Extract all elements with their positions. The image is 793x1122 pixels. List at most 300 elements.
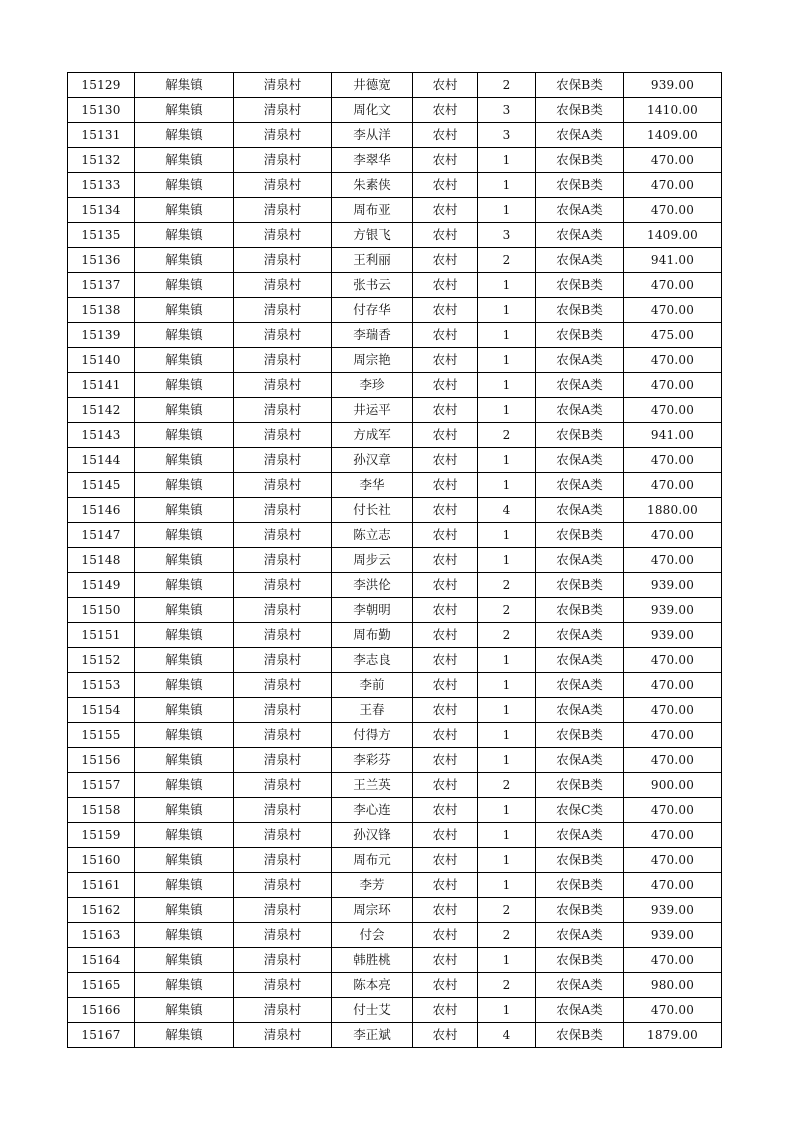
village-cell: 清泉村: [234, 573, 332, 598]
household-type-cell: 农村: [413, 473, 478, 498]
table-row: [68, 273, 722, 298]
table-row: [68, 698, 722, 723]
name-cell: 周宗艳: [332, 348, 413, 373]
category-cell: 农保B类: [536, 573, 624, 598]
table-row: [68, 323, 722, 348]
village-cell: 清泉村: [234, 98, 332, 123]
category-cell: 农保A类: [536, 548, 624, 573]
member-count-cell: 1: [478, 648, 536, 673]
name-cell: 付存华: [332, 298, 413, 323]
town-cell: 解集镇: [135, 323, 234, 348]
household-type-cell: 农村: [413, 448, 478, 473]
name-cell: 朱素侠: [332, 173, 413, 198]
name-cell: 李瑞香: [332, 323, 413, 348]
amount-cell: 980.00: [624, 973, 722, 998]
village-cell: 清泉村: [234, 298, 332, 323]
town-cell: 解集镇: [135, 823, 234, 848]
name-cell: 井德宽: [332, 73, 413, 98]
serial-number-cell: 15150: [68, 598, 135, 623]
serial-number-cell: 15156: [68, 748, 135, 773]
category-cell: 农保A类: [536, 648, 624, 673]
household-type-cell: 农村: [413, 848, 478, 873]
serial-number-cell: 15136: [68, 248, 135, 273]
amount-cell: 470.00: [624, 548, 722, 573]
table-row: [68, 948, 722, 973]
serial-number-cell: 15163: [68, 923, 135, 948]
town-cell: 解集镇: [135, 473, 234, 498]
member-count-cell: 2: [478, 973, 536, 998]
name-cell: 方成军: [332, 423, 413, 448]
village-cell: 清泉村: [234, 473, 332, 498]
town-cell: 解集镇: [135, 598, 234, 623]
serial-number-cell: 15158: [68, 798, 135, 823]
town-cell: 解集镇: [135, 298, 234, 323]
category-cell: 农保B类: [536, 523, 624, 548]
member-count-cell: 2: [478, 623, 536, 648]
household-type-cell: 农村: [413, 898, 478, 923]
member-count-cell: 1: [478, 323, 536, 348]
household-type-cell: 农村: [413, 748, 478, 773]
town-cell: 解集镇: [135, 523, 234, 548]
name-cell: 付会: [332, 923, 413, 948]
serial-number-cell: 15162: [68, 898, 135, 923]
household-type-cell: 农村: [413, 873, 478, 898]
household-type-cell: 农村: [413, 573, 478, 598]
household-type-cell: 农村: [413, 598, 478, 623]
village-cell: 清泉村: [234, 773, 332, 798]
amount-cell: 939.00: [624, 923, 722, 948]
category-cell: 农保B类: [536, 1023, 624, 1048]
village-cell: 清泉村: [234, 923, 332, 948]
town-cell: 解集镇: [135, 648, 234, 673]
amount-cell: 1409.00: [624, 123, 722, 148]
amount-cell: 470.00: [624, 198, 722, 223]
household-type-cell: 农村: [413, 98, 478, 123]
name-cell: 井运平: [332, 398, 413, 423]
village-cell: 清泉村: [234, 798, 332, 823]
village-cell: 清泉村: [234, 373, 332, 398]
village-cell: 清泉村: [234, 823, 332, 848]
member-count-cell: 2: [478, 573, 536, 598]
serial-number-cell: 15132: [68, 148, 135, 173]
village-cell: 清泉村: [234, 523, 332, 548]
category-cell: 农保A类: [536, 248, 624, 273]
category-cell: 农保B类: [536, 423, 624, 448]
household-type-cell: 农村: [413, 798, 478, 823]
category-cell: 农保A类: [536, 123, 624, 148]
name-cell: 陈立志: [332, 523, 413, 548]
category-cell: 农保A类: [536, 473, 624, 498]
household-type-cell: 农村: [413, 298, 478, 323]
serial-number-cell: 15129: [68, 73, 135, 98]
amount-cell: 1409.00: [624, 223, 722, 248]
serial-number-cell: 15157: [68, 773, 135, 798]
village-cell: 清泉村: [234, 423, 332, 448]
table-row: [68, 223, 722, 248]
household-type-cell: 农村: [413, 348, 478, 373]
member-count-cell: 4: [478, 498, 536, 523]
table-row: [68, 598, 722, 623]
serial-number-cell: 15159: [68, 823, 135, 848]
member-count-cell: 1: [478, 173, 536, 198]
serial-number-cell: 15138: [68, 298, 135, 323]
village-cell: 清泉村: [234, 698, 332, 723]
name-cell: 李正斌: [332, 1023, 413, 1048]
category-cell: 农保A类: [536, 223, 624, 248]
amount-cell: 939.00: [624, 598, 722, 623]
name-cell: 孙汉章: [332, 448, 413, 473]
name-cell: 周布元: [332, 848, 413, 873]
village-cell: 清泉村: [234, 948, 332, 973]
village-cell: 清泉村: [234, 748, 332, 773]
amount-cell: 475.00: [624, 323, 722, 348]
serial-number-cell: 15133: [68, 173, 135, 198]
table-row: [68, 673, 722, 698]
village-cell: 清泉村: [234, 448, 332, 473]
name-cell: 付长社: [332, 498, 413, 523]
table-row: [68, 248, 722, 273]
household-type-cell: 农村: [413, 998, 478, 1023]
town-cell: 解集镇: [135, 898, 234, 923]
household-type-cell: 农村: [413, 948, 478, 973]
table-row: [68, 773, 722, 798]
name-cell: 李彩芬: [332, 748, 413, 773]
town-cell: 解集镇: [135, 623, 234, 648]
amount-cell: 941.00: [624, 248, 722, 273]
table-row: [68, 898, 722, 923]
household-type-cell: 农村: [413, 623, 478, 648]
town-cell: 解集镇: [135, 123, 234, 148]
amount-cell: 470.00: [624, 648, 722, 673]
name-cell: 李心连: [332, 798, 413, 823]
serial-number-cell: 15160: [68, 848, 135, 873]
member-count-cell: 1: [478, 148, 536, 173]
amount-cell: 941.00: [624, 423, 722, 448]
name-cell: 付士艾: [332, 998, 413, 1023]
town-cell: 解集镇: [135, 698, 234, 723]
member-count-cell: 4: [478, 1023, 536, 1048]
amount-cell: 470.00: [624, 373, 722, 398]
table-row: [68, 448, 722, 473]
household-type-cell: 农村: [413, 698, 478, 723]
town-cell: 解集镇: [135, 973, 234, 998]
amount-cell: 470.00: [624, 398, 722, 423]
village-cell: 清泉村: [234, 623, 332, 648]
name-cell: 李朝明: [332, 598, 413, 623]
category-cell: 农保A类: [536, 198, 624, 223]
amount-cell: 470.00: [624, 523, 722, 548]
serial-number-cell: 15139: [68, 323, 135, 348]
table-row: [68, 973, 722, 998]
table-row: [68, 398, 722, 423]
name-cell: 周化文: [332, 98, 413, 123]
name-cell: 周步云: [332, 548, 413, 573]
amount-cell: 470.00: [624, 673, 722, 698]
town-cell: 解集镇: [135, 223, 234, 248]
household-type-cell: 农村: [413, 1023, 478, 1048]
town-cell: 解集镇: [135, 948, 234, 973]
amount-cell: 470.00: [624, 348, 722, 373]
table-row: [68, 73, 722, 98]
category-cell: 农保A类: [536, 973, 624, 998]
member-count-cell: 3: [478, 223, 536, 248]
household-type-cell: 农村: [413, 723, 478, 748]
town-cell: 解集镇: [135, 73, 234, 98]
category-cell: 农保A类: [536, 448, 624, 473]
member-count-cell: 1: [478, 698, 536, 723]
amount-cell: 1879.00: [624, 1023, 722, 1048]
table-row: [68, 573, 722, 598]
member-count-cell: 1: [478, 848, 536, 873]
member-count-cell: 2: [478, 73, 536, 98]
member-count-cell: 1: [478, 273, 536, 298]
town-cell: 解集镇: [135, 273, 234, 298]
category-cell: 农保B类: [536, 598, 624, 623]
village-cell: 清泉村: [234, 598, 332, 623]
category-cell: 农保A类: [536, 373, 624, 398]
name-cell: 周宗环: [332, 898, 413, 923]
table-row: [68, 923, 722, 948]
household-type-cell: 农村: [413, 648, 478, 673]
table-row: [68, 623, 722, 648]
amount-cell: 470.00: [624, 848, 722, 873]
town-cell: 解集镇: [135, 773, 234, 798]
category-cell: 农保B类: [536, 773, 624, 798]
category-cell: 农保A类: [536, 998, 624, 1023]
table-row: [68, 198, 722, 223]
village-cell: 清泉村: [234, 873, 332, 898]
name-cell: 付得方: [332, 723, 413, 748]
serial-number-cell: 15143: [68, 423, 135, 448]
town-cell: 解集镇: [135, 998, 234, 1023]
table-row: [68, 148, 722, 173]
household-type-cell: 农村: [413, 373, 478, 398]
serial-number-cell: 15161: [68, 873, 135, 898]
name-cell: 王春: [332, 698, 413, 723]
town-cell: 解集镇: [135, 423, 234, 448]
village-cell: 清泉村: [234, 898, 332, 923]
category-cell: 农保B类: [536, 723, 624, 748]
village-cell: 清泉村: [234, 323, 332, 348]
name-cell: 陈本亮: [332, 973, 413, 998]
category-cell: 农保B类: [536, 98, 624, 123]
serial-number-cell: 15166: [68, 998, 135, 1023]
household-type-cell: 农村: [413, 773, 478, 798]
village-cell: 清泉村: [234, 73, 332, 98]
serial-number-cell: 15145: [68, 473, 135, 498]
household-type-cell: 农村: [413, 173, 478, 198]
amount-cell: 939.00: [624, 898, 722, 923]
village-cell: 清泉村: [234, 973, 332, 998]
village-cell: 清泉村: [234, 723, 332, 748]
amount-cell: 470.00: [624, 798, 722, 823]
name-cell: 王兰英: [332, 773, 413, 798]
table-row: [68, 823, 722, 848]
village-cell: 清泉村: [234, 348, 332, 373]
member-count-cell: 1: [478, 823, 536, 848]
member-count-cell: 1: [478, 673, 536, 698]
name-cell: 王利丽: [332, 248, 413, 273]
town-cell: 解集镇: [135, 848, 234, 873]
amount-cell: 939.00: [624, 573, 722, 598]
village-cell: 清泉村: [234, 173, 332, 198]
name-cell: 李珍: [332, 373, 413, 398]
village-cell: 清泉村: [234, 998, 332, 1023]
category-cell: 农保B类: [536, 273, 624, 298]
town-cell: 解集镇: [135, 348, 234, 373]
member-count-cell: 2: [478, 248, 536, 273]
member-count-cell: 1: [478, 798, 536, 823]
table-row: [68, 798, 722, 823]
table-row: [68, 423, 722, 448]
serial-number-cell: 15130: [68, 98, 135, 123]
town-cell: 解集镇: [135, 673, 234, 698]
amount-cell: 470.00: [624, 698, 722, 723]
town-cell: 解集镇: [135, 148, 234, 173]
category-cell: 农保A类: [536, 348, 624, 373]
member-count-cell: 1: [478, 298, 536, 323]
amount-cell: 470.00: [624, 473, 722, 498]
member-count-cell: 3: [478, 98, 536, 123]
village-cell: 清泉村: [234, 273, 332, 298]
serial-number-cell: 15151: [68, 623, 135, 648]
village-cell: 清泉村: [234, 673, 332, 698]
category-cell: 农保A类: [536, 748, 624, 773]
table-row: [68, 748, 722, 773]
serial-number-cell: 15155: [68, 723, 135, 748]
name-cell: 张书云: [332, 273, 413, 298]
table-row: [68, 373, 722, 398]
member-count-cell: 1: [478, 198, 536, 223]
name-cell: 李洪伦: [332, 573, 413, 598]
table-row: [68, 298, 722, 323]
town-cell: 解集镇: [135, 398, 234, 423]
amount-cell: 470.00: [624, 273, 722, 298]
village-cell: 清泉村: [234, 198, 332, 223]
village-cell: 清泉村: [234, 398, 332, 423]
table-row: [68, 498, 722, 523]
amount-cell: 939.00: [624, 623, 722, 648]
town-cell: 解集镇: [135, 98, 234, 123]
category-cell: 农保B类: [536, 298, 624, 323]
amount-cell: 470.00: [624, 873, 722, 898]
member-count-cell: 1: [478, 398, 536, 423]
member-count-cell: 1: [478, 948, 536, 973]
table-row: [68, 998, 722, 1023]
serial-number-cell: 15149: [68, 573, 135, 598]
village-cell: 清泉村: [234, 648, 332, 673]
name-cell: 韩胜桃: [332, 948, 413, 973]
village-cell: 清泉村: [234, 848, 332, 873]
table-body: [68, 73, 722, 1048]
serial-number-cell: 15141: [68, 373, 135, 398]
household-type-cell: 农村: [413, 73, 478, 98]
village-cell: 清泉村: [234, 148, 332, 173]
amount-cell: 470.00: [624, 723, 722, 748]
table-row: [68, 648, 722, 673]
category-cell: 农保B类: [536, 948, 624, 973]
household-type-cell: 农村: [413, 923, 478, 948]
household-type-cell: 农村: [413, 548, 478, 573]
member-count-cell: 1: [478, 748, 536, 773]
serial-number-cell: 15165: [68, 973, 135, 998]
household-type-cell: 农村: [413, 398, 478, 423]
village-cell: 清泉村: [234, 548, 332, 573]
category-cell: 农保B类: [536, 873, 624, 898]
category-cell: 农保A类: [536, 623, 624, 648]
serial-number-cell: 15140: [68, 348, 135, 373]
amount-cell: 470.00: [624, 823, 722, 848]
member-count-cell: 2: [478, 598, 536, 623]
category-cell: 农保B类: [536, 848, 624, 873]
member-count-cell: 1: [478, 548, 536, 573]
town-cell: 解集镇: [135, 248, 234, 273]
table-row: [68, 98, 722, 123]
member-count-cell: 2: [478, 923, 536, 948]
serial-number-cell: 15164: [68, 948, 135, 973]
amount-cell: 900.00: [624, 773, 722, 798]
amount-cell: 1880.00: [624, 498, 722, 523]
table-row: [68, 723, 722, 748]
member-count-cell: 1: [478, 998, 536, 1023]
member-count-cell: 1: [478, 448, 536, 473]
table-row: [68, 123, 722, 148]
table-row: [68, 173, 722, 198]
name-cell: 李华: [332, 473, 413, 498]
member-count-cell: 1: [478, 723, 536, 748]
town-cell: 解集镇: [135, 373, 234, 398]
town-cell: 解集镇: [135, 923, 234, 948]
serial-number-cell: 15167: [68, 1023, 135, 1048]
amount-cell: 470.00: [624, 448, 722, 473]
name-cell: 方银飞: [332, 223, 413, 248]
serial-number-cell: 15147: [68, 523, 135, 548]
town-cell: 解集镇: [135, 498, 234, 523]
category-cell: 农保B类: [536, 148, 624, 173]
amount-cell: 939.00: [624, 73, 722, 98]
village-cell: 清泉村: [234, 223, 332, 248]
household-type-cell: 农村: [413, 148, 478, 173]
amount-cell: 470.00: [624, 298, 722, 323]
category-cell: 农保A类: [536, 398, 624, 423]
village-cell: 清泉村: [234, 1023, 332, 1048]
category-cell: 农保B类: [536, 898, 624, 923]
table-row: [68, 1023, 722, 1048]
household-type-cell: 农村: [413, 823, 478, 848]
name-cell: 李志良: [332, 648, 413, 673]
name-cell: 周布勤: [332, 623, 413, 648]
serial-number-cell: 15148: [68, 548, 135, 573]
serial-number-cell: 15142: [68, 398, 135, 423]
member-count-cell: 1: [478, 873, 536, 898]
town-cell: 解集镇: [135, 798, 234, 823]
serial-number-cell: 15131: [68, 123, 135, 148]
category-cell: 农保A类: [536, 673, 624, 698]
amount-cell: 470.00: [624, 148, 722, 173]
table-row: [68, 548, 722, 573]
serial-number-cell: 15154: [68, 698, 135, 723]
serial-number-cell: 15135: [68, 223, 135, 248]
household-type-cell: 农村: [413, 498, 478, 523]
category-cell: 农保B类: [536, 173, 624, 198]
category-cell: 农保B类: [536, 323, 624, 348]
town-cell: 解集镇: [135, 723, 234, 748]
town-cell: 解集镇: [135, 748, 234, 773]
name-cell: 李从洋: [332, 123, 413, 148]
amount-cell: 1410.00: [624, 98, 722, 123]
table-row: [68, 873, 722, 898]
town-cell: 解集镇: [135, 873, 234, 898]
